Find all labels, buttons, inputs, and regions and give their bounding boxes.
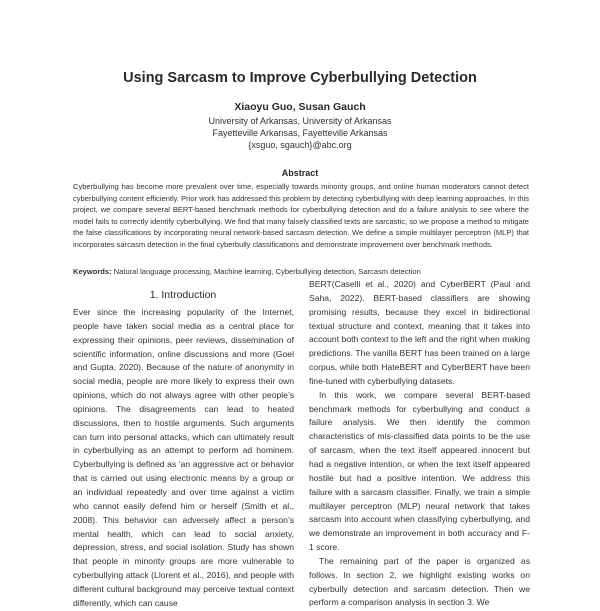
author-email: {xsguo, sgauch}@abc.org: [248, 140, 352, 150]
abstract-heading: Abstract: [281, 168, 319, 178]
keywords-line: [73, 266, 529, 277]
left-column: [73, 306, 294, 608]
keywords-label: Keywords:: [73, 267, 112, 276]
right-column: [309, 278, 530, 608]
author-affiliation-location: Fayetteville Arkansas, Fayetteville Arkansas: [212, 128, 388, 138]
intro-paragraph-3: In this work, we compare several BERT-based benchmark methods for cyberbullying and conduct a failure analysis. We then identify the common characteristics of mis-classified data points to be the use of sarcasm, when the text itself appeared innocent but had a negative intention, or when the text itself appeared hostile but had a positive intention. We address this failure with a sarcasm classifier. Finally, we train a simple multilayer perceptron (MLP) neural network that takes sarcasm into account when classifying cyberbullying, and we demonstrate an improvement in both accuracy and F-1 score.: [309, 389, 530, 553]
intro-paragraph-1: Ever since the increasing popularity of the Internet, people have taken social media as a central place for expressing their opinions, peer reviews, dissemination of scientific information, online discussions and more (Goel and Gupta, 2020). Because of the nature of anonymity in social media, people are more likely to express their own opinions, which do not always agree with other people’s opinions. The disagreements can lead to heated discussions, then to hostile arguments. Such arguments can turn into personal attacks, which can ultimately result in cyberbullying as an attempt to perform ad hominem. Cyberbullying is defined as ‘an aggressive act or behavior that is carried out using electronic means by a group or an individual repeatedly and over time against a victim who cannot easily defend him or herself (Smith et al., 2008). This behavior can adversely affect a person’s mental health, which can lead to social anxiety, depression, stress, and social isolation. Study has shown that people in minority groups are more vulnerable to cyberbullying attack (Llorent et al., 2016), and people with different cultural background may perceive textual context differently, which can cause: [73, 307, 294, 608]
keywords-list: Natural language processing, Machine learning, Cyberbullying detection, Sarcasm detection: [113, 267, 421, 276]
section-heading-introduction: 1. Introduction: [149, 289, 217, 301]
paper-authors: Xiaoyu Guo, Susan Gauch: [234, 101, 366, 113]
intro-paragraph-2: BERT(Caselli et al., 2020) and CyberBERT (Paul and Saha, 2022). BERT-based classifiers are showing promising results, because they excel in bidirectional textual structure and context, meaning that it takes into account both context to the left and the right when making predictions. The vanilla BERT has been trained on a large corpus, while both HateBERT and CyberBERT have been fine-tuned with cyberbullying datasets.: [309, 279, 530, 386]
abstract-text: Cyberbullying has become more prevalent over time, especially towards minority groups, and online human moderators cannot detect cyberbullying content efficiently. Prior work has addressed this problem by detecting cyberbullying with deep learning approaches. In this project, we compare several BERT-based benchmark methods for cyberbullying detection and do a failure analysis to see where the model fails to correctly identify cyberbullying. We find that many falsely classified texts are sarcastic, so we propose a method to mitigate the false classifications by incorporating neural network-based sarcasm detection. We define a simple multilayer perceptron (MLP) that incorporates sarcasm detection in the final cyberbully classifications and demonstrate improvement over benchmark methods.: [73, 182, 529, 249]
paper-title: Using Sarcasm to Improve Cyberbullying Detection: [123, 70, 477, 86]
author-affiliation-university: University of Arkansas, University of Arkansas: [208, 116, 392, 126]
intro-paragraph-4: The remaining part of the paper is organized as follows. In section 2, we highlight existing works on cyberbully detection and sarcasm detection. Then we perform a comparison analysis in section 3. We: [309, 555, 530, 608]
